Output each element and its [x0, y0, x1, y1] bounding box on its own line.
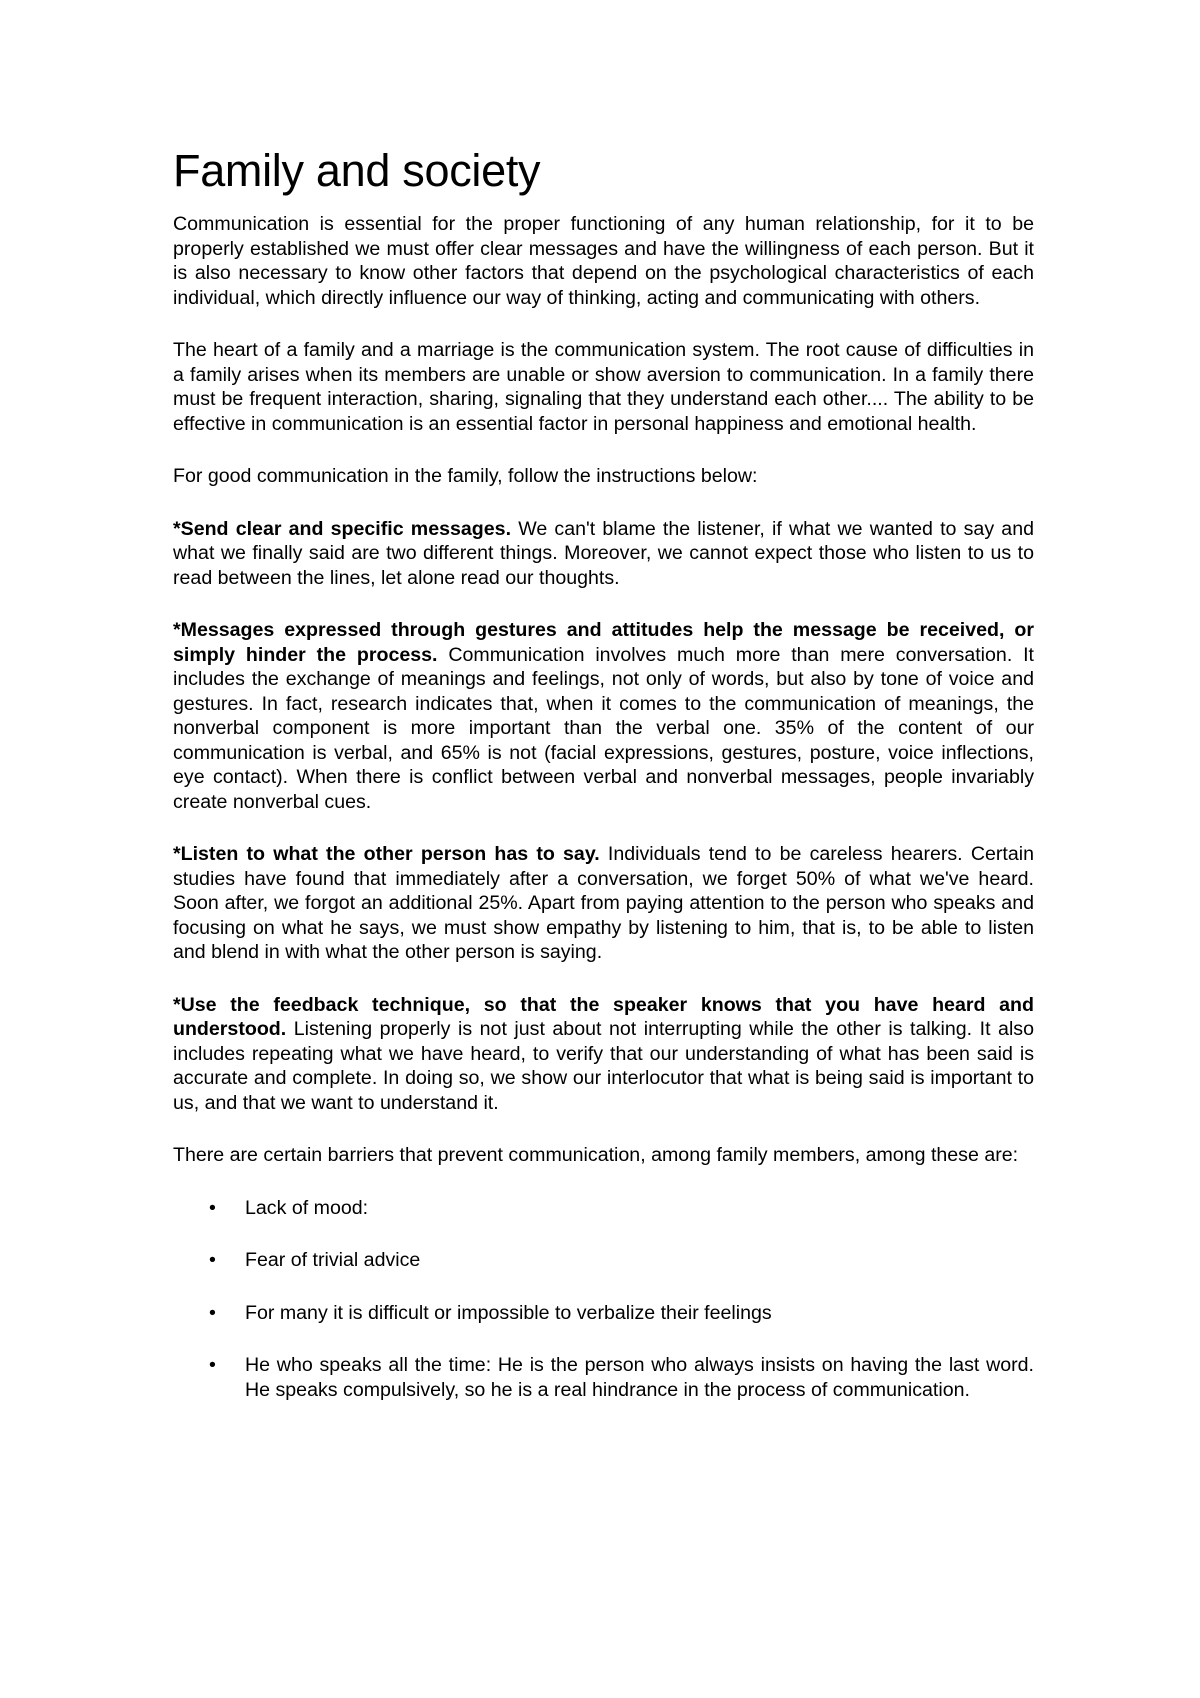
gestures-heading: *Messages expressed through gestures and attitudes help the message be received, or simply hinder the process.: [173, 619, 1034, 666]
heart-of-family-paragraph: The heart of a family and a marriage is the communication system. The root cause of difficulties in a family arises when its members are unable or show aversion to communication. In a family there must be frequent interaction, sharing, signaling that they understand each other.... The ability to be effective in communication is an essential factor in personal happiness and emotional health.: [173, 339, 1034, 435]
intro-paragraph: Communication is essential for the proper functioning of any human relationship, for it to be properly established we must offer clear messages and have the willingness of each person. But it is also necessary to know other factors that depend on the psychological characteristics of each individual, which directly influence our way of thinking, acting and communicating with others.: [173, 213, 1034, 309]
feedback-heading: *Use the feedback technique, so that the speaker knows that you have heard and understood.: [173, 993, 1034, 1040]
clear-messages-text: We can't blame the listener, if what we wanted to say and what we finally said are two different things. Moreover, we cannot expect those who listen to us to read between the lines, let alone read our thoughts.: [173, 517, 1034, 589]
list-item: [173, 1353, 1034, 1402]
list-item: [173, 1196, 1034, 1221]
list-item-text: Lack of mood:: [245, 1196, 369, 1219]
page-title: Family and society: [173, 145, 541, 196]
list-item-text: Fear of trivial advice: [245, 1249, 421, 1271]
document-page: [173, 143, 1034, 1430]
clear-messages-paragraph: [173, 517, 1034, 591]
listen-heading: *Listen to what the other person has to say.: [173, 843, 600, 865]
feedback-paragraph: [173, 993, 1034, 1116]
list-item-text: For many it is difficult or impossible to verbalize their feelings: [245, 1301, 772, 1324]
bullet-icon: •: [209, 1196, 216, 1219]
list-item-text: He who speaks all the time: He is the person who always insists on having the last word. He speaks compulsively, so he is a real hindrance in the process of communication.: [245, 1354, 1034, 1401]
gestures-paragraph: [173, 618, 1034, 814]
gestures-text: Communication involves much more than mere conversation. It includes the exchange of meanings and feelings, not only of words, but also by tone of voice and gestures. In fact, research indicates that, when it comes to the communication of meanings, the nonverbal component is more important than the verbal one. 35% of the content of our communication is verbal, and 65% is not (facial expressions, gestures, posture, voice inflections, eye contact). When there is conflict between verbal and nonverbal messages, people invariably create nonverbal cues.: [173, 643, 1035, 813]
bullet-icon: •: [209, 1249, 216, 1271]
clear-messages-heading: *Send clear and specific messages.: [173, 517, 512, 540]
barriers-list: [173, 1196, 1034, 1403]
listen-paragraph: [173, 842, 1034, 965]
bullet-icon: •: [209, 1301, 216, 1324]
bullet-icon: •: [209, 1354, 216, 1376]
list-item: [173, 1301, 1034, 1326]
feedback-text: Listening properly is not just about not interrupting while the other is talking. It also includes repeating what we have heard, to verify that our understanding of what has been said is accurate and complete. In doing so, we show our interlocutor that what is being said is important to us, and that we want to understand it.: [173, 1018, 1034, 1114]
barriers-intro-paragraph: There are certain barriers that prevent communication, among family members, among these are:: [173, 1144, 1019, 1166]
instructions-intro-paragraph: For good communication in the family, follow the instructions below:: [173, 465, 758, 487]
list-item: [173, 1248, 1034, 1273]
listen-text: Individuals tend to be careless hearers. Certain studies have found that immediately after a conversation, we forget 50% of what we've heard. Soon after, we forgot an additional 25%. Apart from paying attention to the person who speaks and focusing on what he says, we must show empathy by listening to him, that is, to be able to listen and blend in with what the other person is saying.: [173, 843, 1034, 963]
